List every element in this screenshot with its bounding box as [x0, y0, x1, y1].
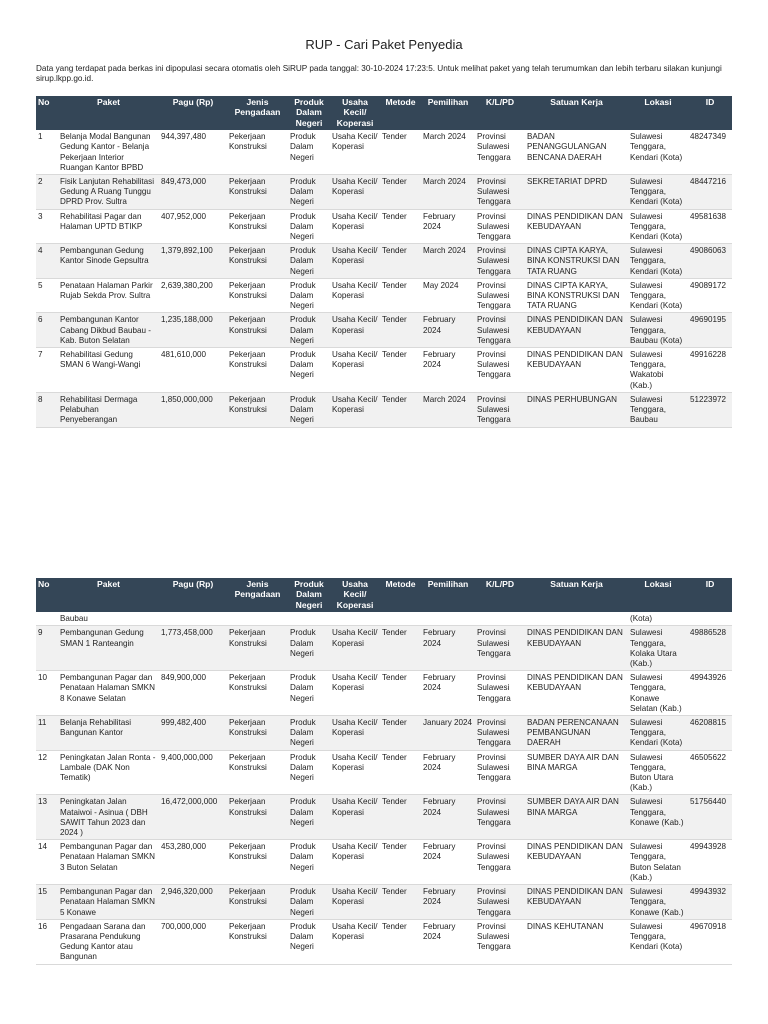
cell-klpd: Provinsi Sulawesi Tenggara [475, 840, 525, 885]
cell-pemilihan: January 2024 [421, 716, 475, 751]
cell-satker: DINAS PENDIDIKAN DAN KEBUDAYAAN [525, 209, 628, 244]
cell-pemilihan: February 2024 [421, 348, 475, 393]
cell-usaha: Usaha Kecil/ Koperasi [330, 671, 380, 716]
cell-klpd: Provinsi Sulawesi Tenggara [475, 244, 525, 279]
header-metode: Metode [380, 578, 421, 612]
cell-usaha: Usaha Kecil/ Koperasi [330, 840, 380, 885]
cell-pagu: 2,946,320,000 [159, 885, 227, 920]
header-no: No [36, 578, 58, 612]
cell-id: 49690195 [688, 313, 732, 348]
cell-pagu: 1,850,000,000 [159, 392, 227, 427]
cell-produk: Produk Dalam Negeri [288, 919, 330, 964]
cell-jenis: Pekerjaan Konstruksi [227, 244, 288, 279]
cell-lokasi: Sulawesi Tenggara, Kendari (Kota) [628, 130, 688, 174]
cell-lokasi: Sulawesi Tenggara, Kendari (Kota) [628, 244, 688, 279]
cell-pagu: 481,610,000 [159, 348, 227, 393]
cell-satker: DINAS PENDIDIKAN DAN KEBUDAYAAN [525, 626, 628, 671]
cell-metode: Tender [380, 244, 421, 279]
cell-produk: Produk Dalam Negeri [288, 313, 330, 348]
cell-no: 5 [36, 278, 58, 313]
cell-no: 6 [36, 313, 58, 348]
cell-klpd: Provinsi Sulawesi Tenggara [475, 626, 525, 671]
cell-pagu: 1,379,892,100 [159, 244, 227, 279]
cell-produk: Produk Dalam Negeri [288, 885, 330, 920]
cell-jenis: Pekerjaan Konstruksi [227, 313, 288, 348]
cell-lokasi: Sulawesi Tenggara, Kendari (Kota) [628, 278, 688, 313]
cell-paket: Pembangunan Pagar dan Penataan Halaman SMKN 8 Konawe Selatan [58, 671, 159, 716]
cell-paket: Penataan Halaman Parkir Rujab Sekda Prov. Sultra [58, 278, 159, 313]
cell-metode: Tender [380, 175, 421, 210]
cell-klpd: Provinsi Sulawesi Tenggara [475, 750, 525, 795]
table-row [36, 130, 732, 174]
cell-pemilihan: February 2024 [421, 209, 475, 244]
cell-id: 48247349 [688, 130, 732, 174]
table-row [36, 716, 732, 751]
cell-no: 7 [36, 348, 58, 393]
cell-id [688, 612, 732, 626]
cell-lokasi: Sulawesi Tenggara, Wakatobi (Kab.) [628, 348, 688, 393]
cell-lokasi: Sulawesi Tenggara, Konawe (Kab.) [628, 885, 688, 920]
cell-usaha: Usaha Kecil/ Koperasi [330, 750, 380, 795]
cell-jenis: Pekerjaan Konstruksi [227, 348, 288, 393]
cell-usaha: Usaha Kecil/ Koperasi [330, 392, 380, 427]
cell-no: 2 [36, 175, 58, 210]
cell-usaha: Usaha Kecil/ Koperasi [330, 175, 380, 210]
cell-satker [525, 612, 628, 626]
cell-produk: Produk Dalam Negeri [288, 671, 330, 716]
cell-paket: Belanja Modal Bangunan Gedung Kantor - Belanja Pekerjaan Interior Ruangan Kantor BPBD [58, 130, 159, 174]
cell-paket: Rehabilitasi Gedung SMAN 6 Wangi-Wangi [58, 348, 159, 393]
cell-satker: DINAS PENDIDIKAN DAN KEBUDAYAAN [525, 671, 628, 716]
cell-no: 1 [36, 130, 58, 174]
cell-lokasi: Sulawesi Tenggara, Konawe Selatan (Kab.) [628, 671, 688, 716]
cell-usaha: Usaha Kecil/ Koperasi [330, 919, 380, 964]
table-row [36, 209, 732, 244]
cell-metode: Tender [380, 919, 421, 964]
cell-satker: DINAS PERHUBUNGAN [525, 392, 628, 427]
cell-pemilihan: February 2024 [421, 795, 475, 840]
header-paket: Paket [58, 96, 159, 130]
cell-pagu: 849,900,000 [159, 671, 227, 716]
cell-klpd: Provinsi Sulawesi Tenggara [475, 392, 525, 427]
cell-no: 8 [36, 392, 58, 427]
cell-id: 46505622 [688, 750, 732, 795]
cell-lokasi: Sulawesi Tenggara, Kendari (Kota) [628, 209, 688, 244]
cell-paket: Belanja Rehabilitasi Bangunan Kantor [58, 716, 159, 751]
cell-klpd: Provinsi Sulawesi Tenggara [475, 885, 525, 920]
table-header-row [36, 578, 732, 612]
header-id: ID [688, 96, 732, 130]
cell-usaha: Usaha Kecil/ Koperasi [330, 348, 380, 393]
cell-produk: Produk Dalam Negeri [288, 278, 330, 313]
cell-usaha: Usaha Kecil/ Koperasi [330, 130, 380, 174]
cell-pemilihan: March 2024 [421, 244, 475, 279]
cell-pagu: 944,397,480 [159, 130, 227, 174]
cell-pagu: 1,773,458,000 [159, 626, 227, 671]
header-no: No [36, 96, 58, 130]
cell-satker: DINAS PENDIDIKAN DAN KEBUDAYAAN [525, 840, 628, 885]
header-pemilihan: Pemilihan [421, 96, 475, 130]
cell-metode: Tender [380, 130, 421, 174]
cell-id: 49670918 [688, 919, 732, 964]
cell-metode: Tender [380, 392, 421, 427]
cell-id: 49086063 [688, 244, 732, 279]
cell-paket: Baubau [58, 612, 159, 626]
cell-klpd: Provinsi Sulawesi Tenggara [475, 175, 525, 210]
cell-jenis: Pekerjaan Konstruksi [227, 716, 288, 751]
cell-lokasi: (Kota) [628, 612, 688, 626]
table-row [36, 244, 732, 279]
cell-jenis: Pekerjaan Konstruksi [227, 885, 288, 920]
cell-metode: Tender [380, 313, 421, 348]
cell-jenis: Pekerjaan Konstruksi [227, 919, 288, 964]
cell-jenis: Pekerjaan Konstruksi [227, 392, 288, 427]
cell-paket: Pembangunan Gedung Kantor Sinode Gepsultra [58, 244, 159, 279]
cell-produk: Produk Dalam Negeri [288, 175, 330, 210]
header-pagu: Pagu (Rp) [159, 96, 227, 130]
page-title: RUP - Cari Paket Penyedia [305, 37, 463, 52]
header-klpd: K/L/PD [475, 96, 525, 130]
cell-usaha: Usaha Kecil/ Koperasi [330, 716, 380, 751]
cell-jenis: Pekerjaan Konstruksi [227, 671, 288, 716]
cell-paket: Pembangunan Pagar dan Penataan Halaman SMKN 5 Konawe [58, 885, 159, 920]
cell-pemilihan: February 2024 [421, 919, 475, 964]
cell-paket: Peningkatan Jalan Mataiwoi - Asinua ( DBH SAWIT Tahun 2023 dan 2024 ) [58, 795, 159, 840]
cell-jenis: Pekerjaan Konstruksi [227, 209, 288, 244]
cell-id: 46208815 [688, 716, 732, 751]
cell-no: 11 [36, 716, 58, 751]
cell-pagu: 2,639,380,200 [159, 278, 227, 313]
cell-lokasi: Sulawesi Tenggara, Kendari (Kota) [628, 175, 688, 210]
cell-id: 49916228 [688, 348, 732, 393]
cell-satker: DINAS KEHUTANAN [525, 919, 628, 964]
continuation-row [36, 612, 732, 626]
cell-usaha: Usaha Kecil/ Koperasi [330, 885, 380, 920]
cell-jenis: Pekerjaan Konstruksi [227, 750, 288, 795]
cell-klpd: Provinsi Sulawesi Tenggara [475, 348, 525, 393]
cell-metode: Tender [380, 626, 421, 671]
intro-text: Data yang terdapat pada berkas ini dipopulasi secara otomatis oleh SiRUP pada tanggal: 30-10-2024 17:23:5. Untuk melihat paket yang telah terumumkan dan lebih terbaru silakan kunjungi sirup.lkpp.go.id. [36, 64, 722, 83]
cell-produk: Produk Dalam Negeri [288, 348, 330, 393]
cell-metode: Tender [380, 209, 421, 244]
cell-metode: Tender [380, 671, 421, 716]
table-row [36, 278, 732, 313]
cell-no: 15 [36, 885, 58, 920]
cell-usaha: Usaha Kecil/ Koperasi [330, 795, 380, 840]
header-klpd: K/L/PD [475, 578, 525, 612]
cell-pemilihan: March 2024 [421, 130, 475, 174]
header-usaha: Usaha Kecil/ Koperasi [330, 96, 380, 130]
cell-metode: Tender [380, 348, 421, 393]
header-metode: Metode [380, 96, 421, 130]
cell-paket: Pembangunan Kantor Cabang Dikbud Baubau - Kab. Buton Selatan [58, 313, 159, 348]
cell-produk: Produk Dalam Negeri [288, 795, 330, 840]
cell-paket: Pembangunan Pagar dan Penataan Halaman SMKN 3 Buton Selatan [58, 840, 159, 885]
cell-pemilihan: February 2024 [421, 313, 475, 348]
table-row [36, 919, 732, 964]
paket-table-1 [36, 96, 732, 428]
cell-no: 12 [36, 750, 58, 795]
cell-pagu: 999,482,400 [159, 716, 227, 751]
cell-lokasi: Sulawesi Tenggara, Baubau [628, 392, 688, 427]
cell-satker: BADAN PERENCANAAN PEMBANGUNAN DAERAH [525, 716, 628, 751]
cell-satker: SEKRETARIAT DPRD [525, 175, 628, 210]
cell-klpd: Provinsi Sulawesi Tenggara [475, 130, 525, 174]
table-row [36, 671, 732, 716]
cell-paket: Peningkatan Jalan Ronta - Lambale (DAK Non Tematik) [58, 750, 159, 795]
cell-produk: Produk Dalam Negeri [288, 716, 330, 751]
cell-paket: Rehabilitasi Dermaga Pelabuhan Penyeberangan [58, 392, 159, 427]
cell-id: 49943926 [688, 671, 732, 716]
table-row [36, 313, 732, 348]
cell-jenis [227, 612, 288, 626]
table-header-row [36, 96, 732, 130]
cell-satker: BADAN PENANGGULANGAN BENCANA DAERAH [525, 130, 628, 174]
cell-produk: Produk Dalam Negeri [288, 840, 330, 885]
cell-jenis: Pekerjaan Konstruksi [227, 130, 288, 174]
cell-metode: Tender [380, 840, 421, 885]
cell-produk [288, 612, 330, 626]
cell-jenis: Pekerjaan Konstruksi [227, 626, 288, 671]
table-row [36, 840, 732, 885]
cell-produk: Produk Dalam Negeri [288, 130, 330, 174]
cell-paket: Pengadaan Sarana dan Prasarana Pendukung Gedung Kantor atau Bangunan [58, 919, 159, 964]
cell-pemilihan: May 2024 [421, 278, 475, 313]
cell-no: 10 [36, 671, 58, 716]
cell-pagu [159, 612, 227, 626]
cell-satker: DINAS PENDIDIKAN DAN KEBUDAYAAN [525, 313, 628, 348]
cell-pagu: 407,952,000 [159, 209, 227, 244]
cell-satker: SUMBER DAYA AIR DAN BINA MARGA [525, 795, 628, 840]
header-paket: Paket [58, 578, 159, 612]
header-pemilihan: Pemilihan [421, 578, 475, 612]
cell-satker: DINAS CIPTA KARYA, BINA KONSTRUKSI DAN TATA RUANG [525, 278, 628, 313]
cell-lokasi: Sulawesi Tenggara, Kolaka Utara (Kab.) [628, 626, 688, 671]
cell-metode: Tender [380, 278, 421, 313]
cell-usaha: Usaha Kecil/ Koperasi [330, 244, 380, 279]
cell-lokasi: Sulawesi Tenggara, Baubau (Kota) [628, 313, 688, 348]
cell-klpd: Provinsi Sulawesi Tenggara [475, 795, 525, 840]
cell-jenis: Pekerjaan Konstruksi [227, 795, 288, 840]
cell-lokasi: Sulawesi Tenggara, Buton Selatan (Kab.) [628, 840, 688, 885]
cell-lokasi: Sulawesi Tenggara, Buton Utara (Kab.) [628, 750, 688, 795]
cell-paket: Pembangunan Gedung SMAN 1 Ranteangin [58, 626, 159, 671]
cell-id: 49943928 [688, 840, 732, 885]
cell-klpd: Provinsi Sulawesi Tenggara [475, 209, 525, 244]
cell-lokasi: Sulawesi Tenggara, Konawe (Kab.) [628, 795, 688, 840]
cell-pagu: 700,000,000 [159, 919, 227, 964]
cell-usaha: Usaha Kecil/ Koperasi [330, 278, 380, 313]
cell-id: 49089172 [688, 278, 732, 313]
cell-lokasi: Sulawesi Tenggara, Kendari (Kota) [628, 716, 688, 751]
cell-produk: Produk Dalam Negeri [288, 244, 330, 279]
header-jenis: Jenis Pengadaan [227, 96, 288, 130]
cell-produk: Produk Dalam Negeri [288, 750, 330, 795]
cell-klpd: Provinsi Sulawesi Tenggara [475, 716, 525, 751]
cell-pagu: 1,235,188,000 [159, 313, 227, 348]
cell-no: 4 [36, 244, 58, 279]
cell-id: 51223972 [688, 392, 732, 427]
cell-lokasi: Sulawesi Tenggara, Kendari (Kota) [628, 919, 688, 964]
cell-klpd: Provinsi Sulawesi Tenggara [475, 278, 525, 313]
cell-satker: DINAS CIPTA KARYA, BINA KONSTRUKSI DAN TATA RUANG [525, 244, 628, 279]
cell-klpd: Provinsi Sulawesi Tenggara [475, 919, 525, 964]
cell-id: 49886528 [688, 626, 732, 671]
cell-no: 3 [36, 209, 58, 244]
cell-usaha: Usaha Kecil/ Koperasi [330, 209, 380, 244]
cell-usaha: Usaha Kecil/ Koperasi [330, 313, 380, 348]
cell-klpd [475, 612, 525, 626]
cell-produk: Produk Dalam Negeri [288, 392, 330, 427]
cell-metode: Tender [380, 795, 421, 840]
cell-klpd: Provinsi Sulawesi Tenggara [475, 671, 525, 716]
cell-satker: SUMBER DAYA AIR DAN BINA MARGA [525, 750, 628, 795]
header-jenis: Jenis Pengadaan [227, 578, 288, 612]
cell-satker: DINAS PENDIDIKAN DAN KEBUDAYAAN [525, 348, 628, 393]
cell-pagu: 849,473,000 [159, 175, 227, 210]
cell-usaha: Usaha Kecil/ Koperasi [330, 626, 380, 671]
cell-metode: Tender [380, 885, 421, 920]
cell-metode: Tender [380, 716, 421, 751]
cell-no: 16 [36, 919, 58, 964]
header-pagu: Pagu (Rp) [159, 578, 227, 612]
cell-pagu: 16,472,000,000 [159, 795, 227, 840]
cell-id: 49581638 [688, 209, 732, 244]
cell-metode: Tender [380, 750, 421, 795]
header-produk: Produk Dalam Negeri [288, 96, 330, 130]
cell-satker: DINAS PENDIDIKAN DAN KEBUDAYAAN [525, 885, 628, 920]
header-lokasi: Lokasi [628, 578, 688, 612]
header-produk: Produk Dalam Negeri [288, 578, 330, 612]
cell-usaha [330, 612, 380, 626]
cell-pagu: 453,280,000 [159, 840, 227, 885]
cell-pagu: 9,400,000,000 [159, 750, 227, 795]
cell-metode [380, 612, 421, 626]
cell-pemilihan: February 2024 [421, 671, 475, 716]
cell-no: 9 [36, 626, 58, 671]
cell-produk: Produk Dalam Negeri [288, 626, 330, 671]
table-row [36, 885, 732, 920]
cell-id: 48447216 [688, 175, 732, 210]
cell-pemilihan: February 2024 [421, 885, 475, 920]
table-row [36, 750, 732, 795]
cell-klpd: Provinsi Sulawesi Tenggara [475, 313, 525, 348]
cell-pemilihan: March 2024 [421, 175, 475, 210]
header-usaha: Usaha Kecil/ Koperasi [330, 578, 380, 612]
cell-paket: Rehabilitasi Pagar dan Halaman UPTD BTIKP [58, 209, 159, 244]
header-satker: Satuan Kerja [525, 578, 628, 612]
cell-pemilihan: March 2024 [421, 392, 475, 427]
cell-pemilihan: February 2024 [421, 626, 475, 671]
header-satker: Satuan Kerja [525, 96, 628, 130]
cell-paket: Fisik Lanjutan Rehabilitasi Gedung A Ruang Tunggu DPRD Prov. Sultra [58, 175, 159, 210]
table-row [36, 392, 732, 427]
cell-no: 13 [36, 795, 58, 840]
cell-jenis: Pekerjaan Konstruksi [227, 175, 288, 210]
table-row [36, 348, 732, 393]
header-lokasi: Lokasi [628, 96, 688, 130]
cell-id: 49943932 [688, 885, 732, 920]
cell-id: 51756440 [688, 795, 732, 840]
header-id: ID [688, 578, 732, 612]
table-row [36, 175, 732, 210]
table-row [36, 626, 732, 671]
cell-produk: Produk Dalam Negeri [288, 209, 330, 244]
cell-pemilihan: February 2024 [421, 840, 475, 885]
table-row [36, 795, 732, 840]
paket-table-2 [36, 578, 732, 965]
cell-pemilihan: February 2024 [421, 750, 475, 795]
cell-jenis: Pekerjaan Konstruksi [227, 840, 288, 885]
cell-no: 14 [36, 840, 58, 885]
cell-pemilihan [421, 612, 475, 626]
cell-jenis: Pekerjaan Konstruksi [227, 278, 288, 313]
cell-no [36, 612, 58, 626]
